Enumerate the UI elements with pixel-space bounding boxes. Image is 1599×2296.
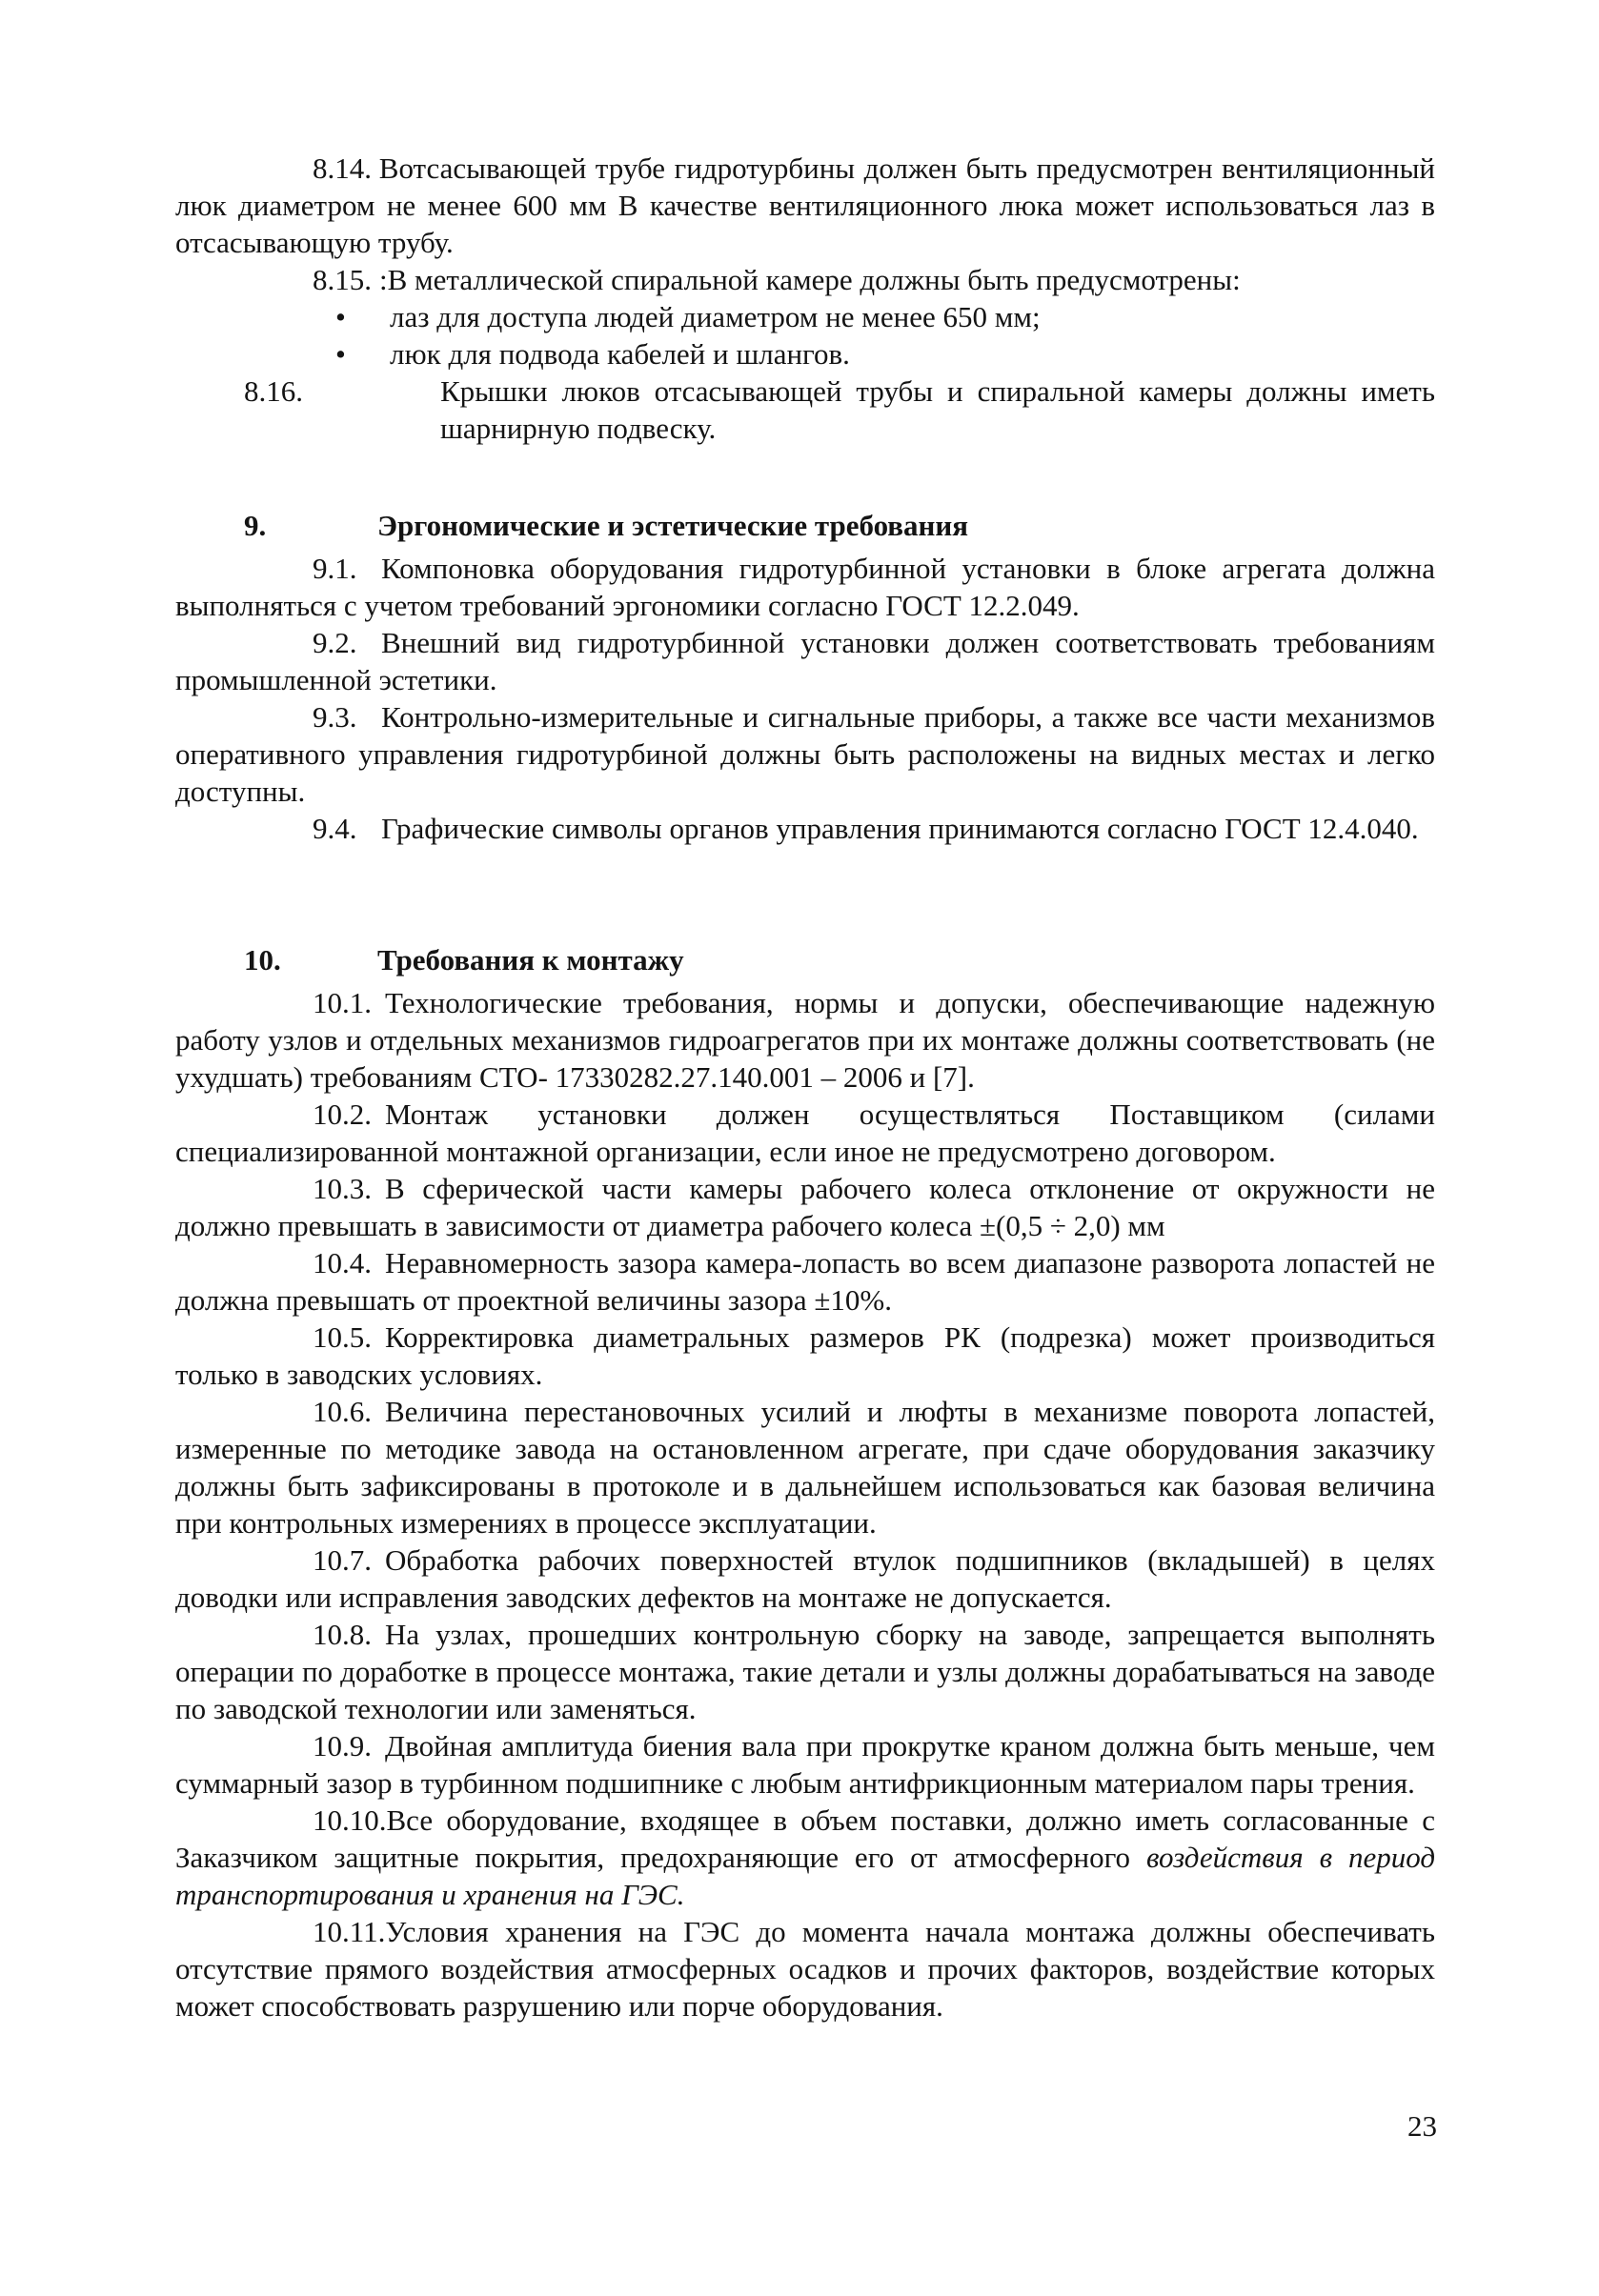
section-9-block	[175, 507, 1435, 847]
paragraph-number: 10.1.	[313, 986, 372, 1019]
paragraph-8-15	[175, 261, 1435, 298]
paragraph-number: 9.3.	[313, 700, 357, 734]
paragraph-text: Неравномерность зазора камера-лопасть во всем диапазоне разворота лопастей не должна превышать от проектной величины зазора ±10%.	[175, 1246, 1435, 1317]
paragraph-number: 10.6.	[313, 1395, 372, 1428]
paragraph-number: 10.9.	[313, 1729, 372, 1762]
paragraph-italic-text: воздействия в период транспортирования и хранения на ГЭС.	[175, 1841, 1435, 1911]
paragraph-number: 10.3.	[313, 1172, 372, 1205]
paragraph-number: 10.4.	[313, 1246, 372, 1279]
paragraph-10-8	[175, 1616, 1435, 1727]
paragraph-number: 8.16.	[244, 374, 303, 408]
paragraph-10-4	[175, 1244, 1435, 1319]
paragraph-number: 10.5.	[313, 1320, 372, 1354]
section-8-block	[175, 150, 1435, 447]
paragraph-9-1	[175, 550, 1435, 624]
paragraph-10-2	[175, 1096, 1435, 1170]
paragraph-number: 10.11.	[313, 1915, 386, 1948]
bullet-list	[175, 298, 1435, 373]
paragraph-number: 8.15.	[313, 263, 372, 296]
paragraph-text: Компоновка оборудования гидротурбинной установки в блоке агрегата должна выполняться с учетом требований эргономики согласно ГОСТ 12.2.049.	[175, 552, 1435, 622]
paragraph-text: Двойная амплитуда биения вала при прокрутке краном должна быть меньше, чем суммарный зазор в турбинном подшипнике с любым антифрикционным материалом пары трения.	[175, 1729, 1435, 1800]
section-10-block	[175, 941, 1435, 2024]
section-10-heading	[175, 941, 1435, 978]
paragraph-number: 10.8.	[313, 1618, 372, 1651]
paragraph-10-1	[175, 984, 1435, 1096]
paragraph-number: 9.1.	[313, 552, 357, 585]
heading-title: Требования к монтажу	[377, 943, 684, 977]
paragraph-8-14	[175, 150, 1435, 261]
paragraph-10-10	[175, 1802, 1435, 1913]
paragraph-text: Все оборудование, входящее в объем поставки, должно иметь согласованные с Заказчиком защитные покрытия, предохраняющие его от атмосферного	[175, 1803, 1435, 1874]
paragraph-10-9	[175, 1727, 1435, 1802]
paragraph-text: В сферической части камеры рабочего колеса отклонение от окружности не должно превышать в зависимости от диаметра рабочего колеса ±(0,5 ÷ 2,0) мм	[175, 1172, 1435, 1242]
heading-number: 10.	[244, 943, 281, 977]
page-number: 23	[1407, 2109, 1437, 2143]
paragraph-text: Контрольно-измерительные и сигнальные приборы, а также все части механизмов оперативного управления гидротурбиной должны быть расположены на видных местах и легко доступны.	[175, 700, 1435, 808]
paragraph-text: Графические символы органов управления принимаются согласно ГОСТ 12.4.040.	[381, 812, 1419, 845]
paragraph-text: Внешний вид гидротурбинной установки должен соответствовать требованиям промышленной эстетики.	[175, 626, 1435, 696]
paragraph-8-16	[175, 373, 1435, 447]
paragraph-10-5	[175, 1319, 1435, 1393]
paragraph-number: 8.14. В	[313, 151, 399, 185]
section-9-heading	[175, 507, 1435, 544]
paragraph-text: Условия хранения на ГЭС до момента начала монтажа должны обеспечивать отсутствие прямого воздействия атмосферных осадков и прочих факторов, воздействие которых может способствовать разрушению или порче оборудования.	[175, 1915, 1435, 2023]
paragraph-text: Технологические требования, нормы и допуски, обеспечивающие надежную работу узлов и отдельных механизмов гидроагрегатов при их монтаже должны соответствовать (не ухудшать) требованиям СТО- 17330282.27.140.001 – 2006 и [7].	[175, 986, 1435, 1094]
paragraph-text: Монтаж установки должен осуществляться Поставщиком (силами специализированной монтажной организации, если иное не предусмотрено договором.	[175, 1098, 1435, 1168]
heading-title: Эргономические и эстетические требования	[377, 509, 969, 542]
paragraph-text: Обработка рабочих поверхностей втулок подшипников (вкладышей) в целях доводки или исправления заводских дефектов на монтаже не допускается.	[175, 1543, 1435, 1614]
paragraph-text: отсасывающей трубе гидротурбины должен быть предусмотрен вентиляционный люк диаметром не менее 600 мм В качестве вентиляционного люка может использоваться лаз в отсасывающую трубу.	[175, 151, 1435, 259]
paragraph-10-7	[175, 1541, 1435, 1616]
paragraph-text: Корректировка диаметральных размеров РК (подрезка) может производиться только в заводских условиях.	[175, 1320, 1435, 1391]
paragraph-number: 9.4.	[313, 812, 357, 845]
paragraph-10-3	[175, 1170, 1435, 1244]
paragraph-10-11	[175, 1913, 1435, 2024]
heading-number: 9.	[244, 509, 267, 542]
paragraph-9-4	[175, 810, 1435, 847]
paragraph-text: Крышки люков отсасывающей трубы и спиральной камеры должны иметь шарнирную подвеску.	[440, 374, 1435, 445]
list-item: • лаз для доступа людей диаметром не менее 650 мм;	[175, 298, 1435, 335]
paragraph-text: Величина перестановочных усилий и люфты в механизме поворота лопастей, измеренные по методике завода на остановленном агрегате, при сдаче оборудования заказчику должны быть зафиксированы в протоколе и в дальнейшем использоваться как базовая величина при контрольных измерениях в процессе эксплуатации.	[175, 1395, 1435, 1540]
paragraph-number: 10.2.	[313, 1098, 372, 1131]
list-item: • люк для подвода кабелей и шлангов.	[175, 335, 1435, 373]
paragraph-9-2	[175, 624, 1435, 698]
paragraph-text: :В металлической спиральной камере должны быть предусмотрены:	[379, 263, 1241, 296]
paragraph-number: 10.7.	[313, 1543, 372, 1577]
paragraph-number: 9.2.	[313, 626, 357, 659]
paragraph-text: На узлах, прошедших контрольную сборку на заводе, запрещается выполнять операции по доработке в процессе монтажа, такие детали и узлы должны дорабатываться на заводе по заводской технологии или заменяться.	[175, 1618, 1435, 1725]
paragraph-10-6	[175, 1393, 1435, 1541]
paragraph-9-3	[175, 698, 1435, 810]
paragraph-number: 10.10.	[313, 1803, 387, 1837]
